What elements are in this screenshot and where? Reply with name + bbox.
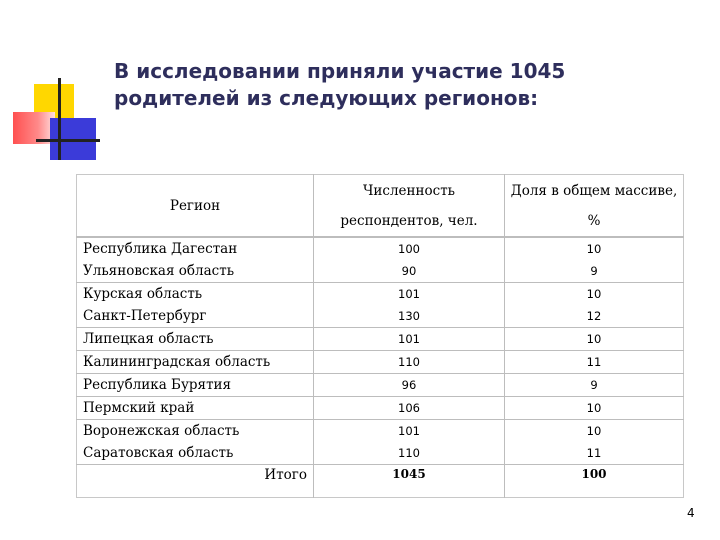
cell-share: 10 (505, 283, 684, 306)
cell-region: Липецкая область (77, 328, 314, 351)
header-count-line-1: Численность (362, 182, 456, 199)
cell-share: 9 (590, 264, 598, 278)
table-row (77, 283, 684, 306)
table-row (77, 351, 684, 374)
slide-title (114, 58, 674, 112)
total-label: Итого (77, 465, 314, 498)
cell-region: Ульяновская область (77, 260, 314, 283)
cell-region: Калининградская область (77, 351, 314, 374)
table-row (77, 260, 684, 283)
header-count-line-2: респондентов, чел. (340, 212, 478, 229)
cell-share: 11 (505, 351, 684, 374)
table-row (77, 237, 684, 260)
table-total-row (77, 465, 684, 498)
cell-count: 101 (314, 283, 505, 306)
cell-share: 12 (586, 309, 602, 323)
cell-count: 96 (314, 374, 505, 397)
cell-count: 100 (314, 237, 505, 260)
table-row (77, 374, 684, 397)
slide-title-line-2: родителей из следующих регионов: (114, 86, 539, 110)
cell-share: 10 (505, 237, 684, 260)
cell-count: 110 (314, 442, 505, 465)
cell-count: 106 (314, 397, 505, 420)
cell-region: Республика Бурятия (77, 374, 314, 397)
table-row (77, 420, 684, 443)
total-count: 1045 (314, 465, 505, 498)
cell-count: 130 (314, 305, 505, 328)
table-row (77, 305, 684, 328)
cell-share: 9 (505, 374, 684, 397)
cell-share: 10 (505, 397, 684, 420)
decor-vertical-line (58, 78, 61, 160)
slide-title-line-1: В исследовании приняли участие 1045 (114, 59, 566, 83)
cell-region: Саратовская область (77, 442, 314, 465)
cell-share: 10 (505, 420, 684, 443)
cell-region: Воронежская область (77, 420, 314, 443)
page-number: 4 (687, 506, 695, 520)
cell-region: Санкт-Петербург (77, 305, 314, 328)
cell-region: Курская область (77, 283, 314, 306)
cell-share: 10 (505, 328, 684, 351)
cell-count: 90 (314, 260, 505, 283)
cell-count: 101 (314, 420, 505, 443)
table-row (77, 442, 684, 465)
table-row (77, 328, 684, 351)
cell-region: Республика Дагестан (77, 237, 314, 260)
cell-region: Пермский край (77, 397, 314, 420)
total-share: 100 (505, 465, 684, 498)
table-header-row (77, 175, 684, 238)
decor-horizontal-line (36, 139, 100, 142)
regions-table (76, 174, 684, 498)
header-count (314, 175, 505, 238)
header-share (505, 175, 684, 238)
table-row (77, 397, 684, 420)
cell-count: 110 (314, 351, 505, 374)
header-share-line-2: % (587, 212, 601, 229)
cell-share: 11 (586, 446, 602, 460)
header-share-line-1: Доля в общем массиве, (510, 182, 678, 199)
cell-count: 101 (314, 328, 505, 351)
header-region: Регион (77, 175, 314, 238)
